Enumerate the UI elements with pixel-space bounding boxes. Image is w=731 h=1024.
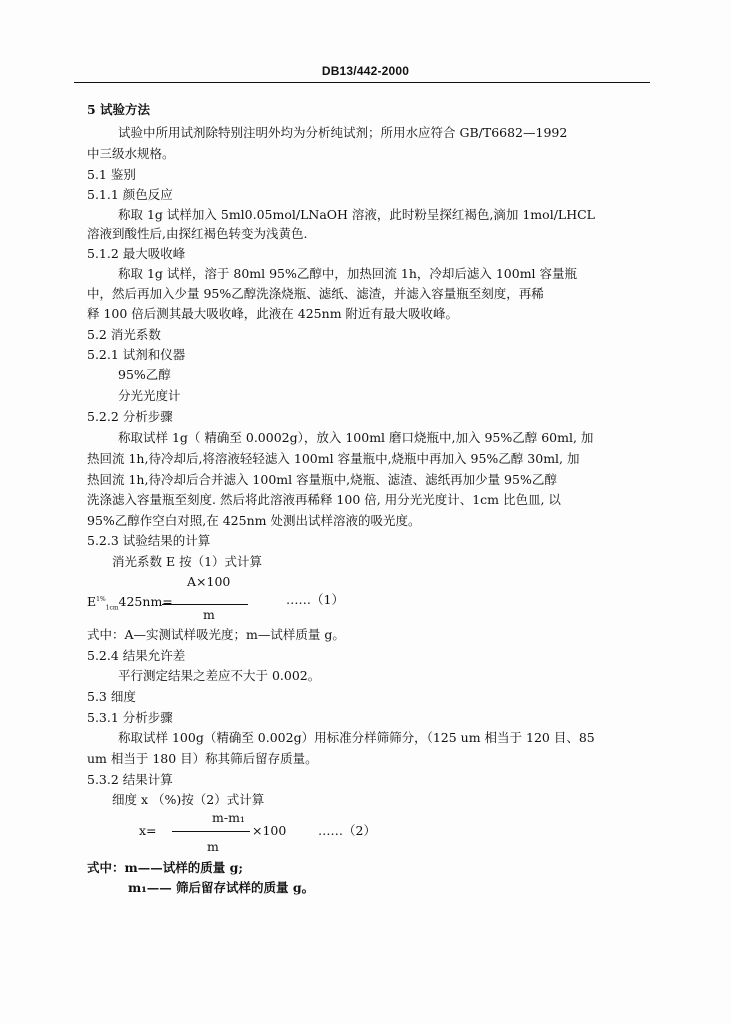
formula-1-subscript: 1cm	[105, 604, 119, 612]
formula-1-symbol: E	[87, 594, 97, 610]
paragraph-line: 式中：A—实测试样吸光度；m—试样质量 g。	[87, 627, 345, 642]
formula-2-times: ×100	[252, 823, 287, 838]
section-heading: 5.2.1 试剂和仪器	[87, 347, 186, 362]
section-heading: 5.2.2 分析步骤	[87, 409, 173, 424]
section-heading: 5.2.4 结果允许差	[87, 648, 186, 663]
paragraph-line: 热回流 1h,待冷却后合并滤入 100ml 容量瓶中,烧瓶、滤渣、滤纸再加少量 95%乙醇	[87, 472, 557, 487]
section-heading: 5.1.2 最大吸收峰	[87, 246, 186, 261]
section-heading: 5.1 鉴别	[87, 167, 136, 182]
paragraph-line: 中，然后再加入少量 95%乙醇洗涤烧瓶、滤纸、滤渣，并滤入容量瓶至刻度，再稀	[87, 286, 544, 301]
section-heading: 5.3.1 分析步骤	[87, 710, 173, 725]
formula-2-label: ……（2）	[318, 823, 376, 838]
section-title-5: 5 试验方法	[87, 102, 151, 117]
section-heading: 5.2 消光系数	[87, 327, 161, 342]
formula-1-superscript: 1%	[96, 596, 106, 603]
section-heading: 5.3.2 结果计算	[87, 772, 173, 787]
list-item: 分光光度计	[118, 388, 181, 403]
paragraph-line: 平行测定结果之差应不大于 0.002。	[118, 668, 321, 683]
definition-text: —— 筛后留存试样的质量 g。	[146, 880, 315, 895]
paragraph-line: um 相当于 180 目）称其筛后留存质量。	[87, 751, 318, 766]
paragraph-line: 95%乙醇作空白对照,在 425nm 处测出试样溶液的吸光度。	[87, 513, 421, 528]
paragraph-line: 洗涤滤入容量瓶至刻度. 然后将此溶液再稀释 100 倍, 用分光光度计、1cm 比色皿, 以	[87, 492, 561, 507]
formula-2-lhs: x=	[139, 823, 157, 838]
formula-1-numerator: A×100	[187, 574, 231, 589]
paragraph-line: 释 100 倍后测其最大吸收峰，此液在 425nm 附近有最大吸收峰。	[87, 306, 459, 321]
formula-1-wavelength: 425nm=	[118, 594, 173, 610]
paragraph-line: 称取试样 100g（精确至 0.002g）用标准分样筛筛分，（125 um 相当于 120 目、85	[118, 730, 595, 745]
header-rule	[74, 82, 650, 83]
list-item: 95%乙醇	[118, 367, 171, 382]
formula-1-fraction-bar	[162, 604, 248, 605]
formula-2-numerator: m-m₁	[212, 810, 245, 825]
section-heading: 5.3 细度	[87, 689, 136, 704]
paragraph-line	[128, 880, 314, 896]
formula-2-fraction-bar	[172, 831, 250, 832]
paragraph-line: 式中：m——试样的质量 g;	[87, 860, 243, 875]
formula-1-label: ……（1）	[286, 592, 344, 607]
document-id: DB13/442-2000	[321, 64, 410, 78]
paragraph-line: 称取 1g 试样，溶于 80ml 95%乙醇中，加热回流 1h，冷却后滤入 100ml 容量瓶	[118, 266, 578, 281]
paragraph-line: 细度 x （%)按（2）式计算	[112, 792, 265, 807]
section-heading: 5.2.3 试验结果的计算	[87, 533, 211, 548]
paragraph-line: 热回流 1h,待冷却后,将溶液轻轻滤入 100ml 容量瓶中,烧瓶中再加入 95%乙醇 30ml, 加	[87, 451, 580, 466]
paragraph-line: 称取试样 1g（ 精确至 0.0002g），放入 100ml 磨口烧瓶中,加入 95%乙醇 60ml, 加	[118, 430, 594, 445]
paragraph-line: 中三级水规格。	[87, 146, 175, 161]
symbol-m1: m₁	[128, 880, 147, 895]
paragraph-line: 消光系数 E 按（1）式计算	[112, 554, 263, 569]
formula-2-denominator: m	[207, 839, 219, 854]
paragraph-line: 试验中所用试剂除特别注明外均为分析纯试剂；所用水应符合 GB/T6682—1992	[118, 125, 568, 140]
formula-1-lhs	[87, 592, 173, 617]
section-heading: 5.1.1 颜色反应	[87, 187, 173, 202]
formula-1-denominator: m	[203, 607, 215, 622]
paragraph-line: 溶液到酸性后,由探红褐色转变为浅黄色.	[87, 226, 308, 241]
paragraph-line: 称取 1g 试样加入 5ml0.05mol/LNaOH 溶液，此时粉呈探红褐色,滴加 1mol/LHCL	[118, 207, 595, 222]
